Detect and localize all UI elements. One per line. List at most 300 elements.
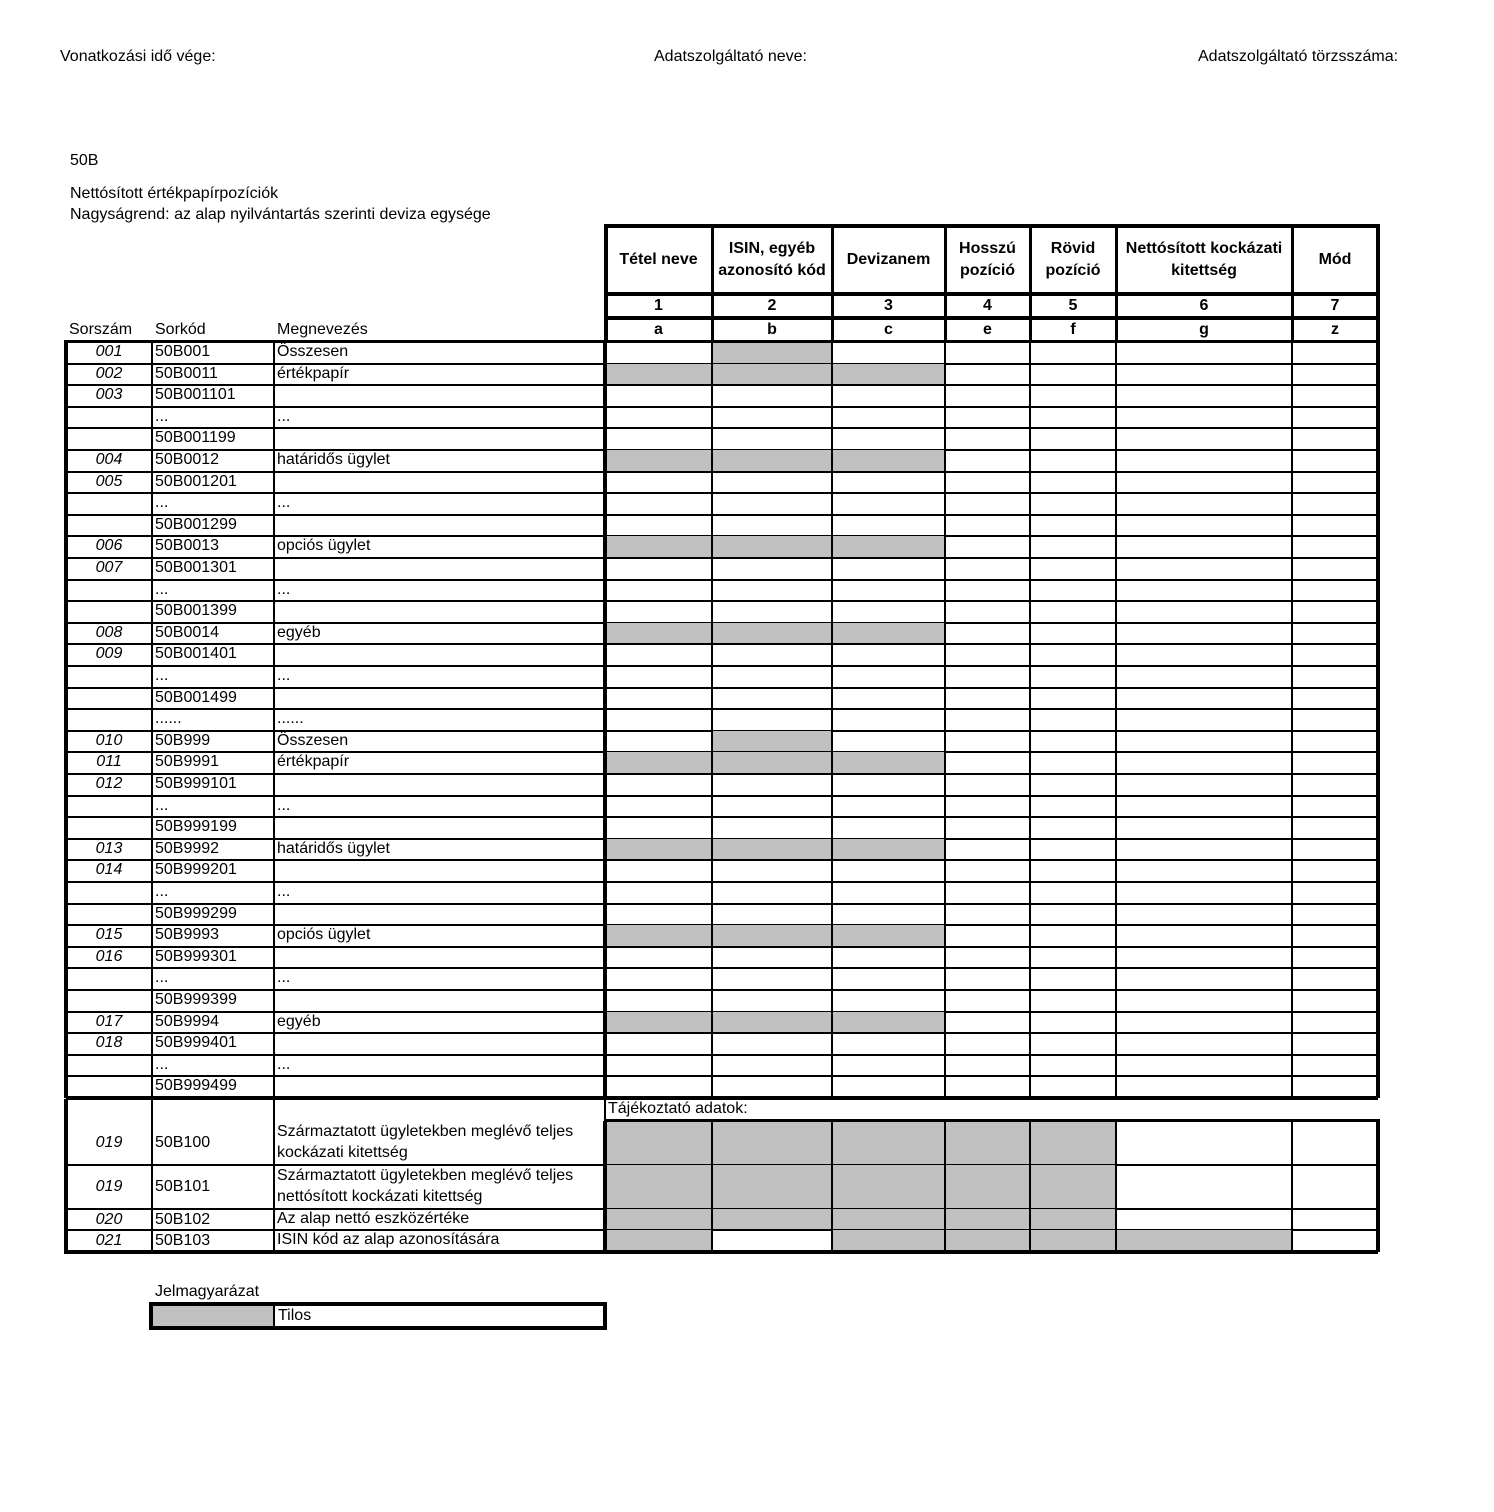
row-sorszam: 001 [95, 343, 123, 360]
row-megnevezes: opciós ügylet [277, 537, 371, 555]
data-cell [1030, 796, 1116, 818]
data-cell [1292, 1076, 1378, 1098]
info-data-cell [1030, 1165, 1116, 1209]
data-cell [605, 493, 712, 515]
data-cell [1292, 709, 1378, 731]
data-cell [945, 428, 1030, 450]
data-cell [1030, 601, 1116, 623]
body-col-line [944, 340, 946, 1098]
data-cell [1116, 601, 1292, 623]
row-megnevezes [274, 1033, 605, 1055]
data-cell [1292, 1012, 1378, 1034]
data-cell [712, 968, 832, 990]
row-sorszam: 004 [95, 451, 123, 468]
row-sorszam [66, 796, 152, 818]
info-label-col1 [151, 1099, 153, 1121]
info-data-cell [1116, 1209, 1292, 1230]
data-cell [605, 860, 712, 882]
info-data-cell [832, 1121, 945, 1165]
row-megnevezes: ... [277, 407, 291, 425]
data-cell [1030, 709, 1116, 731]
info-row-megnevezes: Származtatott ügyletekben meglévő teljes nettósított kockázati kitettség [277, 1167, 574, 1205]
info-data-cell [605, 1165, 712, 1209]
row-sorkod: 50B999201 [155, 861, 237, 879]
data-cell [1292, 688, 1378, 710]
data-cell [1116, 472, 1292, 494]
data-cell [945, 580, 1030, 602]
column-header-4: Hosszú pozíció [959, 240, 1016, 279]
data-cell [945, 536, 1030, 558]
data-cell [1030, 904, 1116, 926]
row-sorszam: 018 [95, 1034, 123, 1052]
row-megnevezes: ... [277, 667, 291, 684]
column-number-7: 7 [1330, 297, 1340, 314]
row-sorszam: 009 [95, 645, 123, 663]
data-cell [1116, 493, 1292, 515]
data-cell [605, 385, 712, 407]
data-cell [1030, 774, 1116, 796]
data-cell [832, 925, 945, 947]
info-label: Tájékoztató adatok: [608, 1100, 748, 1117]
body-top-border [66, 340, 1378, 343]
data-cell [712, 666, 832, 688]
data-cell [1292, 644, 1378, 666]
data-cell [605, 407, 712, 429]
data-cell [1030, 644, 1116, 666]
data-cell [605, 925, 712, 947]
data-cell [712, 558, 832, 580]
data-cell [945, 882, 1030, 904]
data-cell [832, 1055, 945, 1077]
data-cell [1116, 1055, 1292, 1077]
data-cell [605, 796, 712, 818]
row-megnevezes: ...... [277, 710, 304, 728]
data-cell [1030, 1076, 1116, 1098]
row-sorkod: ... [155, 494, 169, 512]
data-cell [712, 882, 832, 904]
data-cell [945, 968, 1030, 990]
row-sorszam [66, 515, 152, 537]
data-cell [1116, 644, 1292, 666]
data-cell [1030, 407, 1116, 429]
row-sorkod: ... [155, 667, 169, 684]
data-cell [1292, 904, 1378, 926]
data-cell [605, 515, 712, 537]
form-title: Nettósított értékpapírpozíciók [70, 185, 279, 202]
data-cell [605, 623, 712, 645]
data-cell [1116, 407, 1292, 429]
data-cell [605, 428, 712, 450]
body-left-col-line [603, 340, 607, 1098]
data-cell [605, 1033, 712, 1055]
data-cell [832, 536, 945, 558]
data-cell [1030, 947, 1116, 969]
data-cell [1116, 580, 1292, 602]
row-sorkod: ... [155, 580, 169, 598]
data-cell [832, 1033, 945, 1055]
data-cell [1030, 364, 1116, 386]
header-col-line-1 [711, 224, 714, 342]
info-data-cell [712, 1230, 832, 1252]
header-sep-2 [605, 316, 1378, 320]
row-megnevezes [274, 904, 605, 926]
data-cell [945, 364, 1030, 386]
data-cell [945, 1012, 1030, 1034]
data-cell [1292, 580, 1378, 602]
row-sorkod: 50B0013 [155, 537, 220, 555]
data-cell [832, 839, 945, 861]
row-sorszam: 016 [95, 947, 123, 965]
body-left-col-line [273, 340, 275, 1098]
info-data-cell [1292, 1121, 1378, 1165]
data-cell [605, 839, 712, 861]
row-sorkod: 50B9992 [155, 839, 220, 857]
data-cell [945, 860, 1030, 882]
column-number-6: 6 [1199, 297, 1209, 314]
row-megnevezes: ... [277, 1055, 291, 1073]
row-sorkod: 50B001201 [155, 472, 237, 490]
row-sorkod: ... [155, 796, 169, 814]
data-cell [712, 817, 832, 839]
data-cell [1116, 839, 1292, 861]
data-cell [605, 904, 712, 926]
data-cell [1030, 342, 1116, 364]
row-sorkod: 50B001 [155, 343, 211, 360]
data-cell [945, 947, 1030, 969]
row-megnevezes: ... [277, 580, 291, 598]
data-cell [832, 472, 945, 494]
column-header-3: Devizanem [846, 251, 931, 268]
data-cell [1292, 536, 1378, 558]
row-sorkod: 50B001301 [155, 559, 237, 576]
column-letter-2: b [767, 321, 777, 338]
data-cell [945, 515, 1030, 537]
data-cell [832, 796, 945, 818]
info-row-sorszam: 019 [95, 1134, 123, 1151]
data-cell [1292, 947, 1378, 969]
data-cell [712, 601, 832, 623]
data-cell [1116, 860, 1292, 882]
data-cell [945, 644, 1030, 666]
data-cell [832, 666, 945, 688]
data-cell [1116, 925, 1292, 947]
row-sorszam [66, 817, 152, 839]
data-cell [945, 709, 1030, 731]
data-cell [832, 860, 945, 882]
data-cell [1292, 601, 1378, 623]
info-row-sorkod: 50B102 [155, 1211, 211, 1228]
row-megnevezes [274, 817, 605, 839]
data-cell [945, 558, 1030, 580]
data-cell [1116, 1033, 1292, 1055]
data-cell [712, 364, 832, 386]
data-cell [1292, 428, 1378, 450]
data-cell [832, 817, 945, 839]
row-megnevezes [274, 774, 605, 796]
row-sorszam: 002 [95, 364, 123, 382]
info-row-sorkod: 50B101 [155, 1178, 211, 1195]
row-sorszam: 006 [95, 537, 123, 555]
row-sorszam: 005 [95, 472, 123, 490]
data-cell [1030, 558, 1116, 580]
data-cell [1030, 925, 1116, 947]
info-data-cell [712, 1209, 832, 1230]
row-sorkod: 50B9993 [155, 926, 220, 944]
data-cell [832, 947, 945, 969]
row-sorkod: 50B001299 [155, 515, 237, 533]
row-megnevezes [274, 472, 605, 494]
info-data-cell [712, 1165, 832, 1209]
data-cell [605, 558, 712, 580]
info-data-cell [1292, 1230, 1378, 1252]
info-col-line [1376, 1119, 1380, 1252]
row-megnevezes: határidős ügylet [277, 451, 390, 468]
data-cell [605, 342, 712, 364]
data-cell [1292, 882, 1378, 904]
data-cell [1030, 515, 1116, 537]
body-left-col-line [64, 340, 68, 1098]
legend-box [149, 1302, 607, 1330]
data-cell [712, 644, 832, 666]
row-megnevezes: ... [277, 494, 291, 512]
info-row-megnevezes: ISIN kód az alap azonosítására [277, 1231, 500, 1248]
data-cell [605, 774, 712, 796]
data-cell [712, 925, 832, 947]
data-cell [605, 709, 712, 731]
data-cell [832, 493, 945, 515]
data-cell [1030, 882, 1116, 904]
info-data-cell [1292, 1209, 1378, 1230]
data-cell [945, 1055, 1030, 1077]
info-row-megnevezes: Származtatott ügyletekben meglévő teljes kockázati kitettség [277, 1123, 574, 1161]
data-cell [1030, 731, 1116, 753]
data-cell [1030, 428, 1116, 450]
row-sorkod: 50B999401 [155, 1034, 237, 1052]
body-col-line [711, 340, 713, 1098]
data-cell [605, 817, 712, 839]
data-cell [605, 752, 712, 774]
data-cell [1292, 1055, 1378, 1077]
column-header-1: Tétel neve [619, 251, 698, 268]
header-col-line-7 [1376, 224, 1380, 342]
info-data-cell [945, 1165, 1030, 1209]
row-sorszam: 015 [95, 926, 123, 944]
data-cell [1292, 752, 1378, 774]
row-sorszam: 014 [95, 861, 123, 879]
info-col-line [1029, 1119, 1031, 1252]
row-sorszam [66, 709, 152, 731]
header-top-border [605, 224, 1378, 228]
info-col-line [831, 1119, 833, 1252]
row-sorkod: 50B001401 [155, 645, 237, 663]
data-cell [832, 623, 945, 645]
form-code: 50B [70, 152, 99, 169]
data-cell [712, 1055, 832, 1077]
data-cell [712, 407, 832, 429]
row-sorkod: ...... [155, 710, 182, 728]
info-data-cell [832, 1230, 945, 1252]
body-col-line [831, 340, 833, 1098]
row-megnevezes: ... [277, 883, 291, 900]
data-cell [712, 450, 832, 472]
header-col-line-0 [604, 224, 608, 342]
row-megnevezes: egyéb [277, 623, 321, 641]
data-cell [1292, 407, 1378, 429]
info-row-sorszam: 019 [95, 1178, 123, 1195]
column-number-5: 5 [1068, 297, 1078, 314]
data-cell [712, 623, 832, 645]
provider-name-label: Adatszolgáltató neve: [654, 48, 807, 65]
data-cell [1292, 860, 1378, 882]
data-cell [1030, 688, 1116, 710]
data-cell [832, 385, 945, 407]
data-cell [1116, 990, 1292, 1012]
data-cell [832, 515, 945, 537]
data-cell [1292, 450, 1378, 472]
data-cell [1116, 428, 1292, 450]
row-sorszam [66, 1076, 152, 1098]
data-cell [832, 1076, 945, 1098]
data-cell [1116, 968, 1292, 990]
data-cell [1116, 774, 1292, 796]
header-sep-1 [605, 292, 1378, 296]
info-data-cell [945, 1121, 1030, 1165]
data-cell [1030, 666, 1116, 688]
info-data-cell [1292, 1165, 1378, 1209]
info-row-sorkod: 50B100 [155, 1134, 211, 1151]
info-left-col-line [151, 1121, 153, 1252]
info-bottom-border [64, 1250, 1378, 1254]
row-sorkod: ... [155, 969, 169, 987]
row-megnevezes [274, 990, 605, 1012]
data-cell [1116, 515, 1292, 537]
data-cell [1116, 882, 1292, 904]
data-cell [1116, 450, 1292, 472]
body-col-line [1291, 340, 1293, 1098]
data-cell [1030, 860, 1116, 882]
data-cell [605, 1012, 712, 1034]
row-sorszam: 012 [95, 775, 123, 792]
row-sorszam [66, 580, 152, 602]
data-cell [945, 925, 1030, 947]
data-cell [712, 904, 832, 926]
data-cell [832, 968, 945, 990]
info-row-sorszam: 021 [95, 1232, 123, 1249]
info-data-cell [1116, 1230, 1292, 1252]
data-cell [945, 666, 1030, 688]
data-cell [945, 839, 1030, 861]
column-letter-4: e [983, 321, 992, 338]
data-cell [945, 407, 1030, 429]
row-megnevezes [274, 644, 605, 666]
data-cell [712, 428, 832, 450]
column-header-5: Rövid pozíció [1045, 240, 1101, 279]
data-cell [945, 774, 1030, 796]
row-sorkod: 50B999399 [155, 991, 237, 1008]
info-data-cell [832, 1165, 945, 1209]
row-sorkod: 50B0011 [155, 364, 218, 382]
info-data-cell [605, 1230, 712, 1252]
column-header-7: Mód [1318, 251, 1352, 268]
data-cell [832, 882, 945, 904]
data-cell [1292, 925, 1378, 947]
data-cell [1030, 752, 1116, 774]
data-cell [1292, 515, 1378, 537]
data-cell [712, 731, 832, 753]
row-sorszam [66, 493, 152, 515]
data-cell [945, 1076, 1030, 1098]
data-cell [945, 601, 1030, 623]
data-cell [1292, 731, 1378, 753]
data-cell [605, 882, 712, 904]
data-cell [605, 364, 712, 386]
data-cell [832, 342, 945, 364]
column-letter-1: a [654, 321, 663, 338]
column-number-2: 2 [767, 297, 777, 314]
row-megnevezes: ... [277, 796, 291, 814]
row-sorkod: 50B001499 [155, 688, 237, 706]
data-cell [832, 774, 945, 796]
data-cell [832, 731, 945, 753]
data-cell [1292, 774, 1378, 796]
header-col-line-6 [1291, 224, 1294, 342]
body-left-col-line [151, 340, 153, 1098]
info-left-col-line [273, 1121, 275, 1252]
row-sorkod: 50B999101 [155, 775, 237, 792]
data-cell [945, 472, 1030, 494]
data-cell [1030, 817, 1116, 839]
legend-forbidden-label: Tilos [278, 1307, 312, 1324]
data-cell [832, 709, 945, 731]
column-letter-3: c [884, 321, 893, 338]
row-sorszam: 011 [96, 753, 122, 771]
data-cell [832, 688, 945, 710]
info-label-col3 [604, 1099, 606, 1121]
row-megnevezes [274, 515, 605, 537]
row-sorszam [66, 601, 152, 623]
info-data-cell [1030, 1121, 1116, 1165]
row-megnevezes [274, 1076, 605, 1098]
info-row-sorszam: 020 [95, 1211, 123, 1228]
row-megnevezes [274, 601, 605, 623]
data-cell [945, 731, 1030, 753]
row-sorszam: 010 [95, 731, 123, 749]
row-sorszam [66, 1055, 152, 1077]
data-cell [832, 558, 945, 580]
data-cell [712, 1012, 832, 1034]
row-sorszam [66, 407, 152, 429]
data-cell [832, 644, 945, 666]
column-letter-5: f [1070, 321, 1076, 338]
row-sorkod: ... [155, 1055, 169, 1073]
legend-title: Jelmagyarázat [155, 1283, 260, 1300]
row-sorkod: 50B999299 [155, 904, 237, 922]
data-cell [605, 1055, 712, 1077]
column-number-3: 3 [884, 297, 893, 314]
row-sorkod: 50B999199 [155, 818, 237, 836]
column-number-4: 4 [983, 297, 992, 314]
data-cell [832, 601, 945, 623]
data-cell [605, 580, 712, 602]
data-cell [712, 580, 832, 602]
info-left-col-line [64, 1121, 68, 1252]
data-cell [605, 688, 712, 710]
info-row-megnevezes: Az alap nettó eszközértéke [277, 1210, 470, 1227]
data-cell [1116, 947, 1292, 969]
row-megnevezes [274, 947, 605, 969]
data-cell [1116, 385, 1292, 407]
info-data-cell [1030, 1209, 1116, 1230]
